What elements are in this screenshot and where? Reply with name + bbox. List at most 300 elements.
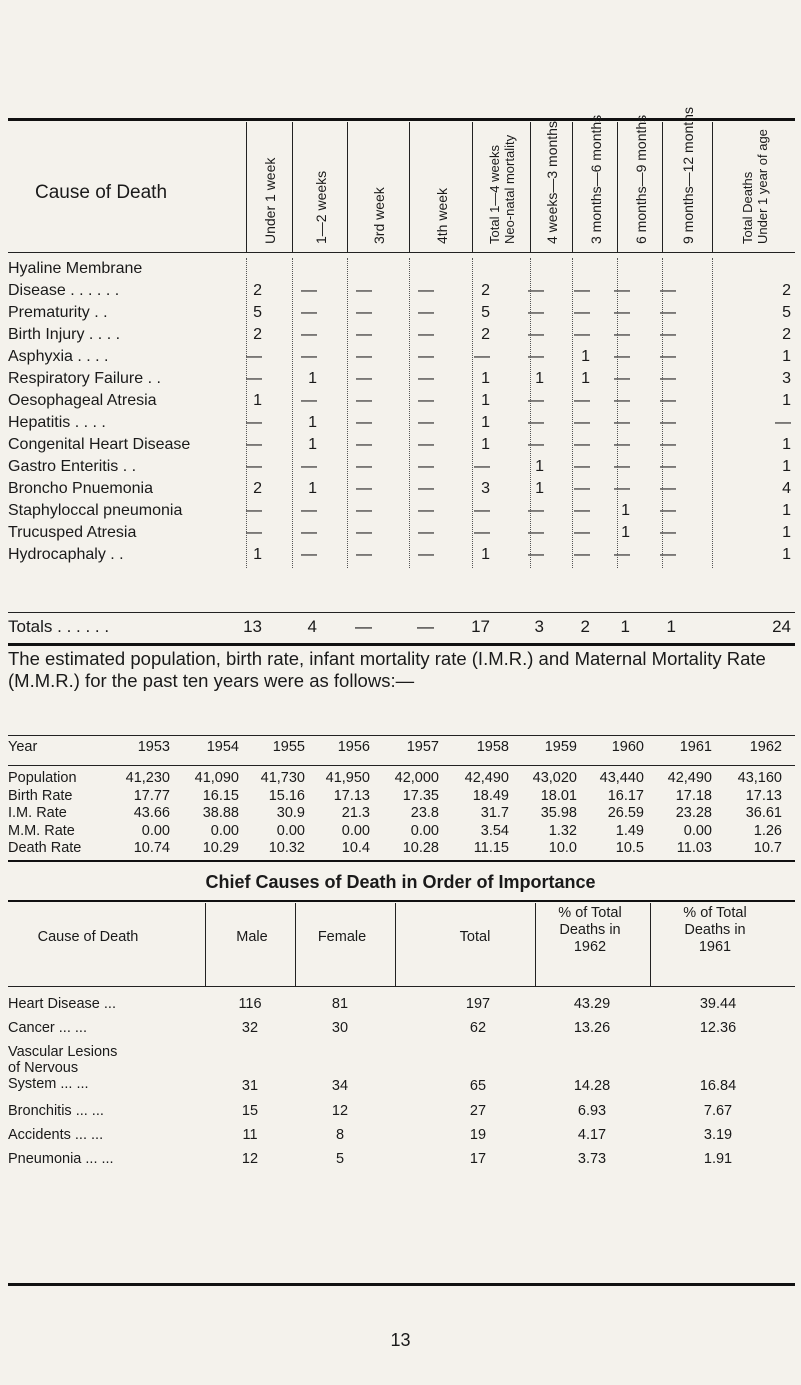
cause-cell: 14.28 bbox=[573, 1078, 611, 1094]
rates-label: Population bbox=[8, 770, 77, 786]
table-row bbox=[0, 390, 801, 412]
table-cell: 1 bbox=[581, 348, 590, 365]
table-cell: — bbox=[574, 282, 590, 299]
cause-cell: 31 bbox=[241, 1078, 259, 1094]
year-label: Year bbox=[8, 739, 38, 755]
rates-cell: 35.98 bbox=[540, 805, 577, 821]
table-cell: — bbox=[574, 524, 590, 541]
table-cell: 5 bbox=[782, 304, 791, 321]
cause-label-line: Cancer ... ... bbox=[8, 1020, 87, 1036]
table-cell: — bbox=[660, 326, 676, 343]
rates-cell: 0.00 bbox=[276, 822, 305, 839]
table-cell: — bbox=[574, 546, 590, 563]
table-cell: 3 bbox=[481, 480, 490, 497]
column-header-line: 4th week bbox=[433, 187, 450, 244]
cause-cell: 34 bbox=[331, 1078, 349, 1094]
totals-cell: 3 bbox=[534, 617, 544, 636]
cause-label: Hyaline Membrane bbox=[8, 260, 143, 277]
rates-cell: 41,950 bbox=[325, 770, 370, 786]
column-guide bbox=[409, 258, 410, 568]
chief-causes-body bbox=[0, 996, 801, 1175]
cause-cell: 8 bbox=[335, 1127, 345, 1143]
rates-cell: 10.32 bbox=[268, 840, 305, 856]
rates-cell: 17.18 bbox=[675, 787, 712, 804]
cause-cell: 39.44 bbox=[699, 996, 737, 1012]
rates-cell: 23.8 bbox=[410, 805, 439, 821]
table-cell: — bbox=[574, 502, 590, 519]
table-cell: — bbox=[614, 370, 630, 387]
table-cell: — bbox=[418, 546, 434, 563]
column-header-8 bbox=[617, 114, 663, 252]
page-number: 13 bbox=[390, 1330, 411, 1350]
table-row bbox=[0, 258, 801, 280]
totals-cell: 13 bbox=[243, 617, 262, 636]
cause-cell: 81 bbox=[331, 996, 349, 1012]
table-cell: — bbox=[474, 348, 490, 365]
table-cell: — bbox=[574, 458, 590, 475]
rates-cell: 10.4 bbox=[341, 840, 370, 856]
cause-row bbox=[0, 996, 801, 1020]
table-cell: 1 bbox=[621, 502, 630, 519]
cause-row bbox=[0, 1127, 801, 1151]
table-cell: — bbox=[246, 414, 262, 431]
rates-cell: 0.00 bbox=[210, 822, 239, 839]
rates-cell: 10.5 bbox=[615, 840, 644, 856]
rates-cell: 17.13 bbox=[745, 787, 782, 804]
table-cell: — bbox=[356, 370, 372, 387]
table-cell: — bbox=[474, 502, 490, 519]
cause-label: Broncho Pnuemonia bbox=[8, 480, 153, 497]
column-header-text bbox=[434, 188, 450, 244]
table-row bbox=[0, 302, 801, 324]
table-cell: 1 bbox=[581, 370, 590, 387]
cause-label-line: Accidents ... ... bbox=[8, 1127, 104, 1143]
table-cell: 2 bbox=[481, 326, 490, 343]
rates-cell: 43,440 bbox=[599, 770, 644, 786]
table-cell: — bbox=[246, 436, 262, 453]
rates-table-top-rule bbox=[8, 735, 795, 736]
cause-label-line: Vascular Lesions bbox=[8, 1044, 118, 1060]
totals-rule-top bbox=[8, 612, 795, 613]
column-header-text bbox=[313, 171, 329, 244]
rates-cell: 15.16 bbox=[268, 787, 305, 804]
table-cell: 1 bbox=[782, 348, 791, 365]
table-row bbox=[0, 478, 801, 500]
table-cell: — bbox=[614, 304, 630, 321]
table-cell: — bbox=[301, 304, 317, 321]
table-row bbox=[0, 324, 801, 346]
rates-cell: 11.15 bbox=[473, 840, 509, 856]
rates-cell: 10.29 bbox=[202, 840, 239, 856]
table-cell: — bbox=[356, 458, 372, 475]
column-header-10 bbox=[712, 122, 796, 252]
table-row bbox=[0, 280, 801, 302]
table-cell: — bbox=[418, 414, 434, 431]
table-row bbox=[0, 346, 801, 368]
column-header-3 bbox=[347, 122, 410, 252]
table-cell: — bbox=[246, 348, 262, 365]
column-header-5 bbox=[472, 122, 531, 252]
table-row bbox=[0, 368, 801, 390]
table-cell: — bbox=[528, 546, 544, 563]
chief-causes-top-rule bbox=[8, 900, 795, 902]
table-cell: — bbox=[528, 502, 544, 519]
header-divider bbox=[535, 903, 536, 986]
rates-cell: 31.7 bbox=[480, 805, 509, 821]
table-top-rule bbox=[8, 118, 795, 121]
cause-label: Gastro Enteritis . . bbox=[8, 458, 137, 475]
table-row bbox=[0, 544, 801, 566]
column-header-line: 3 months—6 months bbox=[587, 114, 604, 244]
table-cell: — bbox=[528, 414, 544, 431]
rates-cell: 10.28 bbox=[402, 840, 439, 856]
table-cell: 1 bbox=[535, 370, 544, 387]
table-cell: — bbox=[528, 326, 544, 343]
population-paragraph: The estimated population, birth rate, infant mortality rate (I.M.R.) and Maternal Mortality Rate (M.M.R.) for the past ten years were as follows:— bbox=[8, 648, 766, 691]
cause-cell: 27 bbox=[469, 1103, 487, 1119]
cause-label bbox=[8, 1020, 87, 1036]
cause-label-line: Heart Disease ... bbox=[8, 996, 116, 1012]
chief-causes-header bbox=[0, 903, 801, 989]
table-cell: — bbox=[246, 502, 262, 519]
column-guide bbox=[530, 258, 531, 568]
rates-cell: 16.17 bbox=[607, 787, 644, 804]
table-cell: — bbox=[356, 436, 372, 453]
table-cell: — bbox=[574, 392, 590, 409]
rates-cell: 1.32 bbox=[548, 822, 577, 839]
column-header-text bbox=[680, 107, 696, 244]
rates-cell: 38.88 bbox=[202, 805, 239, 821]
table-cell: 2 bbox=[481, 282, 490, 299]
table-cell: — bbox=[418, 524, 434, 541]
rates-cell: 17.77 bbox=[133, 787, 170, 804]
cause-cell: 30 bbox=[331, 1020, 349, 1036]
year-cell: 1958 bbox=[476, 739, 509, 755]
column-header-1 bbox=[246, 122, 293, 252]
table-cell: — bbox=[356, 502, 372, 519]
infant-mortality-table-header bbox=[0, 107, 801, 252]
table-cell: — bbox=[356, 392, 372, 409]
table-cell: — bbox=[418, 502, 434, 519]
table-cell: — bbox=[418, 348, 434, 365]
rates-table-body bbox=[0, 770, 801, 858]
column-header-text bbox=[371, 187, 387, 244]
table-cell: — bbox=[528, 304, 544, 321]
year-cell: 1961 bbox=[679, 739, 712, 755]
table-cell: — bbox=[614, 480, 630, 497]
cause-cell: 12 bbox=[241, 1151, 259, 1167]
cause-row bbox=[0, 1151, 801, 1175]
table-cell: — bbox=[574, 414, 590, 431]
cause-cell: 7.67 bbox=[703, 1103, 733, 1119]
table-cell: — bbox=[614, 326, 630, 343]
table-cell: — bbox=[528, 348, 544, 365]
table-cell: 2 bbox=[782, 282, 791, 299]
rates-cell: 21.3 bbox=[341, 805, 370, 821]
column-guide bbox=[572, 258, 573, 568]
header-line: 1962 bbox=[573, 939, 607, 955]
cause-label: Asphyxia . . . . bbox=[8, 348, 109, 365]
table-cell: — bbox=[301, 348, 317, 365]
table-cell: 1 bbox=[782, 502, 791, 519]
table-cell: — bbox=[614, 414, 630, 431]
cause-label: Congenital Heart Disease bbox=[8, 436, 191, 453]
table-cell: 1 bbox=[782, 436, 791, 453]
table-cell: — bbox=[356, 546, 372, 563]
rates-cell: 1.26 bbox=[753, 822, 782, 839]
table-cell: 2 bbox=[253, 326, 262, 343]
column-guide bbox=[246, 258, 247, 568]
table-cell: — bbox=[660, 502, 676, 519]
table-cell: — bbox=[418, 326, 434, 343]
cause-cell: 32 bbox=[241, 1020, 259, 1036]
column-header-2 bbox=[292, 122, 348, 252]
table-cell: — bbox=[301, 502, 317, 519]
header-line: % of Total bbox=[683, 905, 747, 921]
year-cell: 1954 bbox=[206, 739, 239, 755]
table-cell: — bbox=[528, 436, 544, 453]
cause-label: Oesophageal Atresia bbox=[8, 392, 157, 409]
rates-cell: 43,160 bbox=[737, 770, 782, 786]
totals-cell: 1 bbox=[666, 617, 676, 636]
year-cell: 1959 bbox=[544, 739, 577, 755]
column-header-line: Under 1 year of age bbox=[754, 129, 770, 244]
cause-label: Trucusped Atresia bbox=[8, 524, 137, 541]
chief-causes-header-rule bbox=[8, 986, 795, 987]
cause-cell: 15 bbox=[241, 1103, 259, 1119]
rates-cell: 0.00 bbox=[341, 822, 370, 839]
rates-table-mid-rule bbox=[8, 765, 795, 766]
table-cell: — bbox=[418, 304, 434, 321]
table-cell: — bbox=[418, 370, 434, 387]
table-cell: — bbox=[614, 458, 630, 475]
totals-rule-bottom bbox=[8, 643, 795, 646]
table-cell: 5 bbox=[253, 304, 262, 321]
table-cell: — bbox=[614, 546, 630, 563]
table-row bbox=[0, 456, 801, 478]
column-header-text bbox=[588, 115, 604, 244]
table-cell: — bbox=[418, 392, 434, 409]
totals-cell: 1 bbox=[620, 617, 630, 636]
cause-cell: 6.93 bbox=[577, 1103, 607, 1119]
table-cell: — bbox=[660, 348, 676, 365]
table-cell: — bbox=[614, 348, 630, 365]
rates-row bbox=[0, 840, 801, 858]
column-header-line: Total 1—4 weeks bbox=[487, 145, 502, 244]
cause-cell: 1.91 bbox=[703, 1151, 733, 1167]
rates-cell: 42,490 bbox=[667, 770, 712, 786]
table-cell: — bbox=[301, 392, 317, 409]
table-cell: — bbox=[660, 304, 676, 321]
column-guide bbox=[617, 258, 618, 568]
header-line: % of Total bbox=[558, 905, 622, 921]
rates-cell: 0.00 bbox=[410, 822, 439, 839]
rates-cell: 11.03 bbox=[676, 840, 712, 856]
rates-cell: 30.9 bbox=[276, 805, 305, 821]
header-line: 1961 bbox=[698, 939, 732, 955]
table-row bbox=[0, 522, 801, 544]
header-line: Total bbox=[459, 929, 491, 945]
column-header-text bbox=[262, 158, 278, 244]
rates-cell: 42,490 bbox=[464, 770, 509, 786]
cause-cell: 4.17 bbox=[577, 1127, 607, 1143]
table-cell: — bbox=[301, 282, 317, 299]
table-cell: — bbox=[474, 524, 490, 541]
table-cell: — bbox=[614, 282, 630, 299]
column-header-line: 9 months—12 months bbox=[680, 107, 696, 244]
cause-cell: 19 bbox=[469, 1127, 487, 1143]
column-guide bbox=[347, 258, 348, 568]
year-cell: 1955 bbox=[272, 739, 305, 755]
table-cell: — bbox=[301, 546, 317, 563]
column-header-line: Neo-natal mortality bbox=[502, 134, 517, 244]
cause-label-line: System ... ... bbox=[8, 1076, 89, 1092]
column-guide bbox=[472, 258, 473, 568]
cause-row bbox=[0, 1103, 801, 1127]
table-cell: 2 bbox=[253, 480, 262, 497]
table-cell: — bbox=[356, 348, 372, 365]
cause-cell: 3.19 bbox=[703, 1127, 733, 1143]
cause-label bbox=[8, 1103, 104, 1119]
column-header-7 bbox=[572, 114, 618, 252]
table-cell: 1 bbox=[481, 392, 490, 409]
totals-cell: — bbox=[417, 617, 434, 636]
rates-cell: 18.49 bbox=[472, 787, 509, 804]
table-cell: — bbox=[528, 392, 544, 409]
table-cell: — bbox=[418, 458, 434, 475]
header-divider bbox=[205, 903, 206, 986]
rates-row bbox=[0, 770, 801, 788]
cause-of-death-header: Cause of Death bbox=[35, 182, 168, 203]
cause-label: Hydrocaphaly . . bbox=[8, 546, 124, 563]
table-cell: — bbox=[660, 282, 676, 299]
table-cell: — bbox=[474, 458, 490, 475]
table-cell: 1 bbox=[253, 546, 262, 563]
totals-cell: — bbox=[355, 617, 372, 636]
table-cell: 5 bbox=[481, 304, 490, 321]
table-cell: 3 bbox=[782, 370, 791, 387]
table-cell: — bbox=[418, 436, 434, 453]
rates-cell: 0.00 bbox=[141, 822, 170, 839]
table-cell: — bbox=[660, 436, 676, 453]
rates-table-bottom-rule bbox=[8, 860, 795, 862]
table-cell: 1 bbox=[308, 370, 317, 387]
rates-cell: 16.15 bbox=[202, 787, 239, 804]
column-header-line: Under 1 week bbox=[262, 157, 278, 244]
table-cell: — bbox=[660, 392, 676, 409]
cause-label bbox=[8, 1151, 114, 1167]
column-header-4 bbox=[409, 122, 473, 252]
table-cell: — bbox=[246, 370, 262, 387]
totals-cell: 2 bbox=[580, 617, 590, 636]
rates-label: M.M. Rate bbox=[8, 822, 75, 839]
rates-cell: 18.01 bbox=[540, 787, 577, 804]
cause-cell: 12.36 bbox=[699, 1020, 737, 1036]
cause-cell: 62 bbox=[469, 1020, 487, 1036]
table-cell: — bbox=[614, 436, 630, 453]
totals-cell: 17 bbox=[471, 617, 490, 636]
column-header-line: 4 weeks—3 months bbox=[544, 121, 560, 244]
rates-cell: 17.13 bbox=[333, 787, 370, 804]
cause-cell: 43.29 bbox=[573, 996, 611, 1012]
column-header-text bbox=[740, 129, 770, 244]
cause-label: Respiratory Failure . . bbox=[8, 370, 161, 387]
table-cell: — bbox=[356, 524, 372, 541]
cause-cell: 11 bbox=[242, 1127, 258, 1143]
table-cell: — bbox=[356, 480, 372, 497]
cause-label-line: Bronchitis ... ... bbox=[8, 1103, 104, 1119]
cause-cell: 65 bbox=[469, 1078, 487, 1094]
column-header-6 bbox=[530, 122, 573, 252]
year-cell: 1960 bbox=[611, 739, 644, 755]
cause-cell: 16.84 bbox=[699, 1078, 737, 1094]
header-line: Cause of Death bbox=[37, 929, 139, 945]
header-rule bbox=[8, 252, 795, 253]
table-cell: — bbox=[614, 392, 630, 409]
table-cell: 1 bbox=[308, 414, 317, 431]
table-cell: — bbox=[246, 458, 262, 475]
table-cell: 1 bbox=[535, 480, 544, 497]
table-cell: 1 bbox=[782, 546, 791, 563]
cause-label: Hepatitis . . . . bbox=[8, 414, 106, 431]
rates-cell: 42,000 bbox=[394, 770, 439, 786]
table-cell: — bbox=[574, 436, 590, 453]
cause-label bbox=[8, 996, 116, 1012]
header-divider bbox=[650, 903, 651, 986]
table-cell: — bbox=[528, 524, 544, 541]
table-cell: 1 bbox=[782, 392, 791, 409]
rates-cell: 43.66 bbox=[133, 805, 170, 821]
column-header-text bbox=[544, 121, 560, 244]
column-header-9 bbox=[662, 107, 713, 252]
table-cell: 2 bbox=[253, 282, 262, 299]
cause-cell: 17 bbox=[469, 1151, 487, 1167]
table-cell: — bbox=[574, 480, 590, 497]
cause-label: Prematurity . . bbox=[8, 304, 108, 321]
header-line: Male bbox=[236, 929, 268, 945]
rates-cell: 36.61 bbox=[745, 805, 782, 821]
header-line: Female bbox=[317, 929, 367, 945]
infant-mortality-table-body bbox=[0, 258, 801, 566]
column-guide bbox=[662, 258, 663, 568]
rates-row bbox=[0, 823, 801, 841]
rates-label: Birth Rate bbox=[8, 787, 73, 804]
table-cell: 1 bbox=[481, 414, 490, 431]
year-cell: 1962 bbox=[749, 739, 782, 755]
column-guide bbox=[712, 258, 713, 568]
rates-row bbox=[0, 788, 801, 806]
cause-label bbox=[8, 1127, 103, 1143]
table-cell: 1 bbox=[253, 392, 262, 409]
table-cell: 1 bbox=[308, 480, 317, 497]
table-cell: — bbox=[246, 524, 262, 541]
table-cell: — bbox=[660, 546, 676, 563]
table-cell: — bbox=[301, 458, 317, 475]
cause-label: Birth Injury . . . . bbox=[8, 326, 121, 343]
column-header-line: 3rd week bbox=[371, 187, 387, 244]
cause-row bbox=[0, 1020, 801, 1044]
totals-label: Totals . . . . . . bbox=[8, 617, 110, 636]
column-header-line: Total Deaths bbox=[739, 171, 755, 244]
column-header-line: 1—2 weeks bbox=[312, 170, 329, 244]
rates-cell: 1.49 bbox=[615, 822, 644, 839]
rates-cell: 3.54 bbox=[480, 822, 509, 839]
table-cell: — bbox=[660, 414, 676, 431]
table-cell: — bbox=[301, 326, 317, 343]
table-cell: — bbox=[660, 370, 676, 387]
rates-cell: 10.0 bbox=[548, 840, 577, 856]
table-cell: 1 bbox=[782, 524, 791, 541]
